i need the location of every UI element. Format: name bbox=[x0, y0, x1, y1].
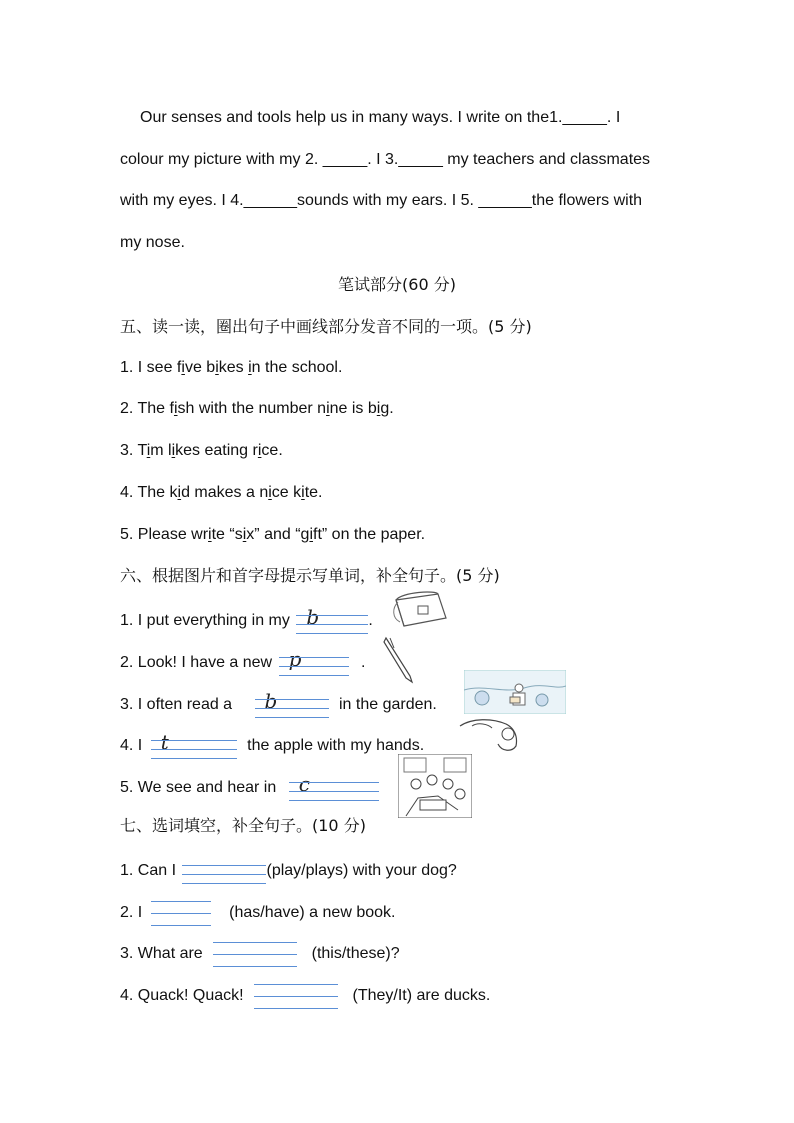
s7-q2-answer-blank[interactable] bbox=[151, 899, 211, 927]
s6-question-1: 1. I put everything in my b . bbox=[120, 607, 373, 635]
s5-question-1: 1. I see five bikes in the school. bbox=[120, 359, 343, 376]
s6-question-3: 3. I often read a b in the garden. bbox=[120, 691, 437, 719]
s7-q1-answer-blank[interactable] bbox=[182, 857, 266, 885]
s5-question-5: 5. Please write “six” and “gift” on the paper. bbox=[120, 526, 426, 543]
s6-q4-answer-blank[interactable]: t bbox=[151, 732, 237, 760]
bag-illustration bbox=[388, 588, 450, 632]
passage-line-2: colour my picture with my 2. _____. I 3._____ my teachers and classmates bbox=[120, 151, 651, 168]
s7-question-2: 2. I (has/have) a new book. bbox=[120, 899, 395, 927]
classroom-illustration bbox=[398, 754, 472, 818]
written-section-title: 笔试部分(60 分) bbox=[338, 275, 456, 294]
s6-q2-answer-blank[interactable]: p bbox=[279, 649, 349, 677]
s5-question-3: 3. Tim likes eating rice. bbox=[120, 442, 283, 459]
s6-q3-answer-blank[interactable]: b bbox=[255, 691, 329, 719]
s6-question-4: 4. I t the apple with my hands. bbox=[120, 732, 424, 760]
s6-q5-answer-blank[interactable]: c bbox=[289, 774, 379, 802]
section-5-heading: 五、读一读，圈出句子中画线部分发音不同的一项。(5 分) bbox=[120, 317, 532, 336]
hands-touching-apple-illustration bbox=[458, 712, 522, 754]
s5-question-2: 2. The fish with the number nine is big. bbox=[120, 400, 394, 417]
s6-question-5: 5. We see and hear in c bbox=[120, 774, 379, 802]
s7-question-4: 4. Quack! Quack! (They/It) are ducks. bbox=[120, 982, 490, 1010]
s7-question-1: 1. Can I (play/plays) with your dog? bbox=[120, 857, 457, 885]
s7-question-3: 3. What are (this/these)? bbox=[120, 940, 400, 968]
passage-line-1: Our senses and tools help us in many ways. I write on the1._____. I bbox=[140, 109, 621, 126]
s5-question-4: 4. The kid makes a nice kite. bbox=[120, 484, 323, 501]
garden-reading-illustration bbox=[464, 670, 566, 714]
section-6-heading: 六、根据图片和首字母提示写单词，补全句子。(5 分) bbox=[120, 566, 500, 585]
s6-q1-answer-blank[interactable]: b bbox=[296, 607, 368, 635]
passage-line-4: my nose. bbox=[120, 234, 185, 251]
s7-q3-answer-blank[interactable] bbox=[213, 940, 297, 968]
s6-question-2: 2. Look! I have a new p . bbox=[120, 649, 365, 677]
s7-q4-answer-blank[interactable] bbox=[254, 982, 338, 1010]
section-7-heading: 七、选词填空，补全句子。(10 分) bbox=[120, 816, 366, 835]
passage-line-3: with my eyes. I 4.______sounds with my ears. I 5. ______the flowers with bbox=[120, 192, 643, 209]
pen-illustration bbox=[382, 634, 416, 684]
